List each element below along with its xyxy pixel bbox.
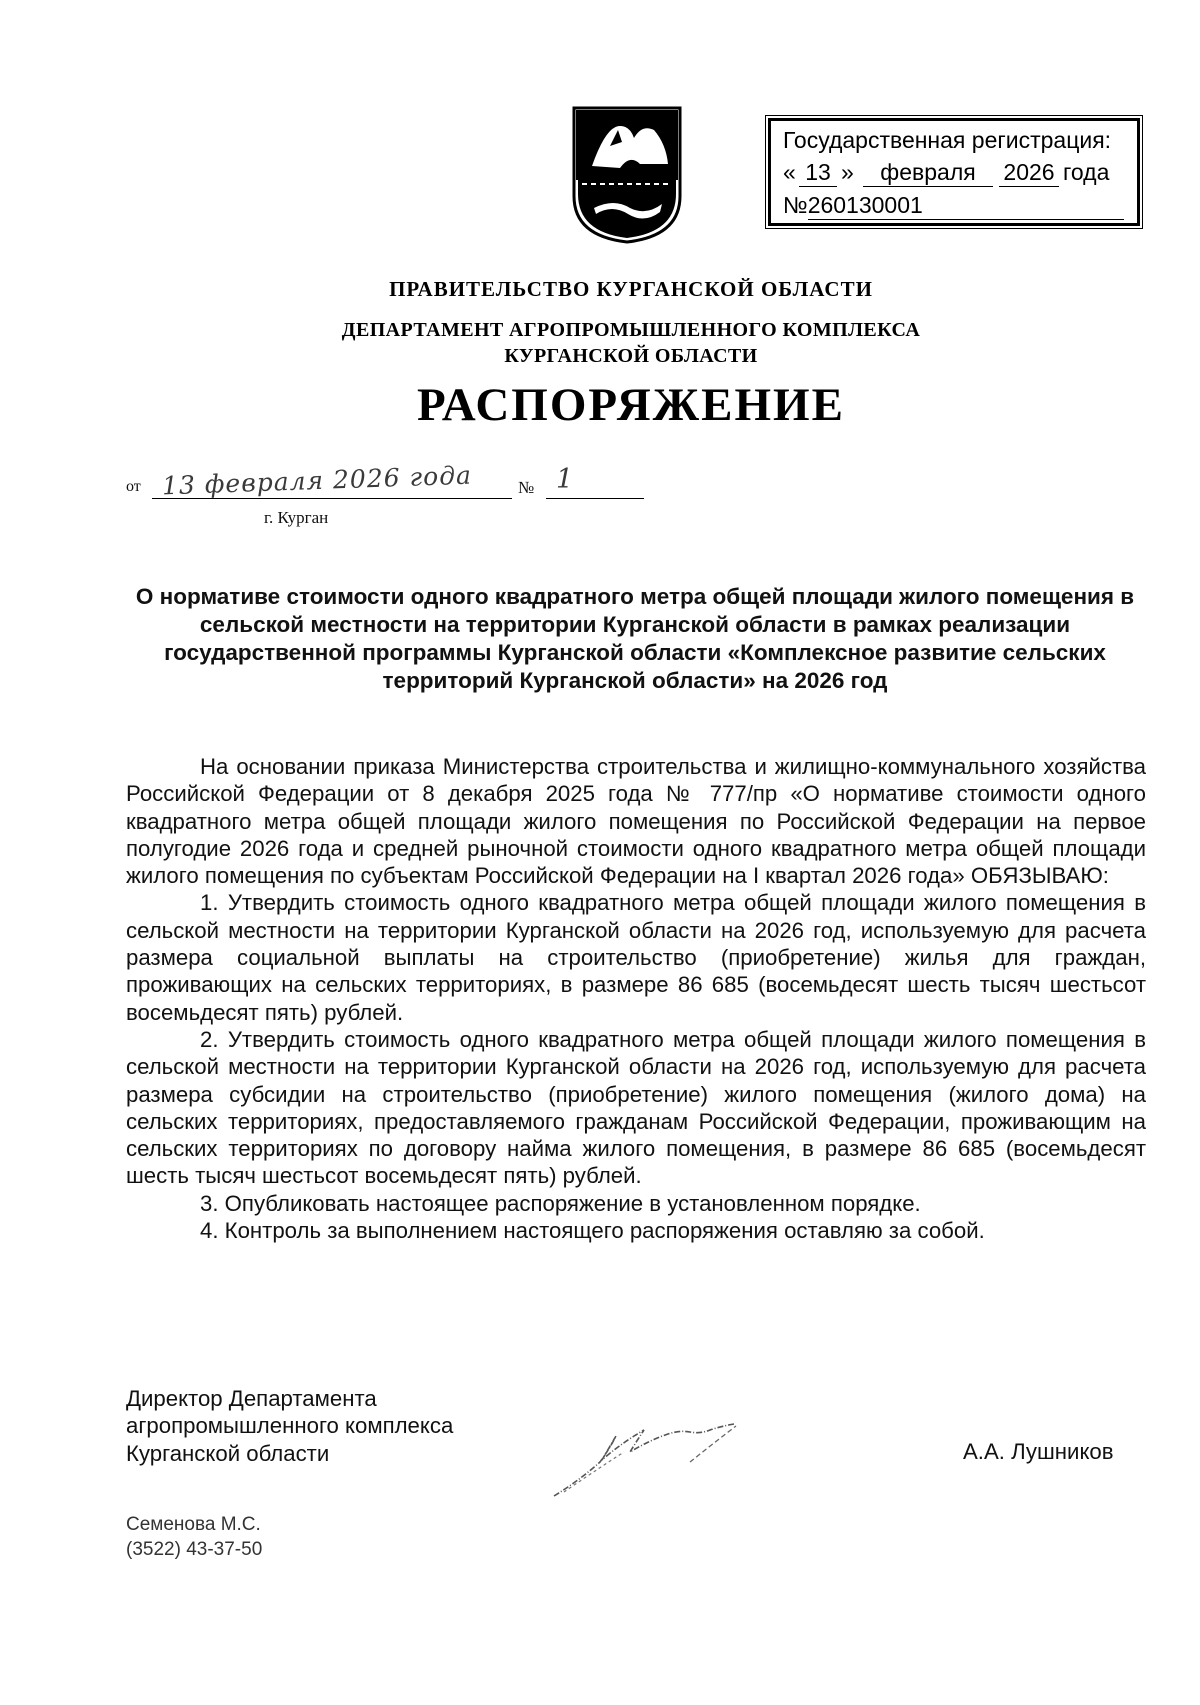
handwritten-signature: [540, 1400, 790, 1510]
registration-close-quote: »: [841, 159, 854, 185]
government-title: ПРАВИТЕЛЬСТВО КУРГАНСКОЙ ОБЛАСТИ: [389, 277, 873, 301]
number-underline: [546, 498, 644, 499]
registration-open-quote: «: [783, 159, 796, 185]
document-type-title: РАСПОРЯЖЕНИЕ: [417, 379, 845, 431]
order-item-1: 1. Утвердить стоимость одного квадратного метра общей площади жилого помещения в сельской местности на территории Курганской области на 2026 год, используемую для расчета размера социальной выплаты на строительство (приобретение) жилья для граждан, проживающих на сельских территориях, в размере 86 685 (восемьдесят шесть тысяч шестьсот восемьдесят пять) рублей.: [126, 890, 1146, 1025]
registration-title: Государственная регистрация:: [783, 127, 1112, 153]
registration-day: 13: [799, 159, 837, 187]
coat-of-arms-emblem: [570, 104, 684, 244]
signer-position-line-1: Директор Департамента: [126, 1386, 377, 1411]
order-item-3: 3. Опубликовать настоящее распоряжение в установленном порядке.: [200, 1190, 921, 1216]
registration-number: 260130001: [808, 192, 1124, 220]
registration-number-prefix: №: [783, 192, 808, 218]
registration-number-line: [783, 192, 1124, 220]
registration-year-suffix: года: [1063, 159, 1110, 185]
document-subject: О нормативе стоимости одного квадратного метра общей площади жилого помещения в сельской местности на территории Курганской области в рамках реализации государственной программы Курганской области «Комплексное развитие сельских территорий Курганской области» на 2026 год: [135, 584, 1135, 693]
preamble-paragraph: На основании приказа Министерства строительства и жилищно-коммунального хозяйства Российской Федерации от 8 декабря 2025 года № 777/пр «О нормативе стоимости одного квадратного метра общей площади жилого помещения по Российской Федерации на первое полугодие 2026 года и средней рыночной стоимости одного квадратного метра общей площади жилого помещения по субъектам Российской Федерации на I квартал 2026 года» ОБЯЗЫВАЮ:: [126, 754, 1146, 889]
order-item-4: 4. Контроль за выполнением настоящего распоряжения оставляю за собой.: [200, 1218, 985, 1244]
order-item-2: 2. Утвердить стоимость одного квадратного метра общей площади жилого помещения в сельской местности на территории Курганской области на 2026 год, используемую для расчета размера субсидии на строительство (приобретение) жилого помещения (жилого дома) на сельских территориях, предоставляемого гражданам Российской Федерации, проживающим на сельских территориях по договору найма жилого помещения, в размере 86 685 (восемьдесят шесть тысяч шестьсот восемьдесят пять) рублей.: [126, 1026, 1146, 1189]
signer-name: А.А. Лушников: [963, 1439, 1114, 1464]
department-line-1: ДЕПАРТАМЕНТ АГРОПРОМЫШЛЕННОГО КОМПЛЕКСА: [341, 319, 921, 341]
executor-info: [126, 1512, 262, 1562]
signer-position-line-2: агропромышленного комплекса: [126, 1413, 454, 1439]
department-title: [0, 317, 1200, 369]
department-line-2: КУРГАНСКОЙ ОБЛАСТИ: [504, 345, 758, 367]
registration-month: февраля: [863, 159, 993, 187]
executor-name: Семенова М.С.: [126, 1514, 261, 1535]
registration-year: 2026: [999, 159, 1059, 187]
date-prefix: от: [126, 478, 141, 495]
registration-stamp: [768, 118, 1140, 226]
handwritten-number: 1: [556, 464, 574, 495]
handwritten-date: 13 февраля 2026 года: [161, 460, 473, 501]
date-number-line: [126, 460, 636, 510]
number-sign: №: [518, 478, 535, 497]
signer-position: [126, 1385, 453, 1467]
signer-position-line-3: Курганской области: [126, 1440, 330, 1466]
executor-phone: (3522) 43-37-50: [126, 1539, 263, 1560]
document-body: [126, 753, 1146, 1244]
city-label: г. Курган: [264, 508, 329, 527]
